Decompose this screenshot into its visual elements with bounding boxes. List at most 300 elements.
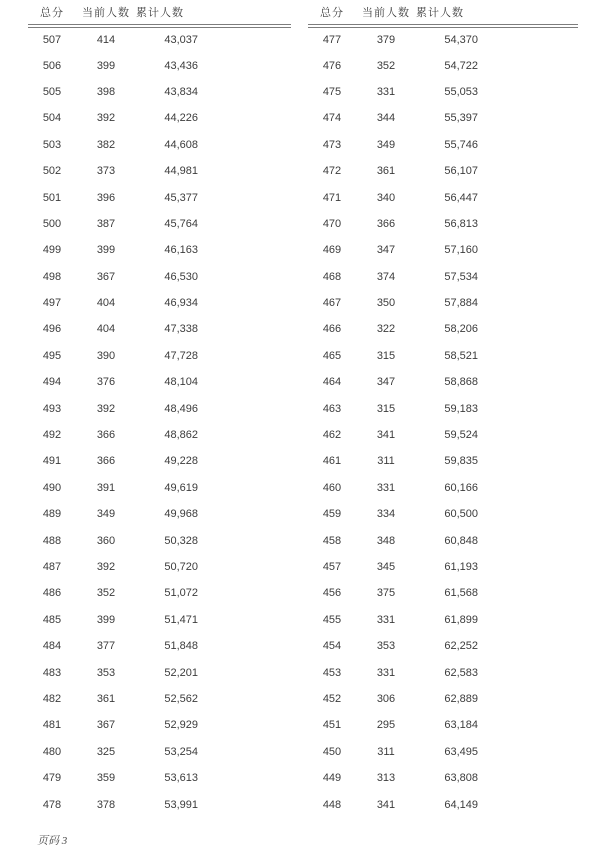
row-spacer xyxy=(198,158,291,184)
row-spacer xyxy=(198,554,291,580)
cumulative-count-cell: 46,530 xyxy=(164,270,198,283)
cumulative-count-cell: 60,848 xyxy=(444,534,478,547)
current-count-cell: 374 xyxy=(376,270,396,283)
cumulative-count-cell: 56,107 xyxy=(444,165,478,178)
cumulative-count-cell: 52,929 xyxy=(164,719,198,732)
row-spacer xyxy=(198,132,291,158)
table-row xyxy=(308,765,578,791)
row-spacer xyxy=(198,527,291,553)
row-spacer xyxy=(198,52,291,78)
cumulative-count-cell: 56,813 xyxy=(444,217,478,230)
total-score-cell: 470 xyxy=(322,217,342,230)
total-score-cell: 504 xyxy=(42,112,62,125)
table-row xyxy=(28,580,291,606)
total-score-cell: 503 xyxy=(42,138,62,151)
cumulative-count-cell: 55,397 xyxy=(444,112,478,125)
table-row xyxy=(308,633,578,659)
total-score-cell: 464 xyxy=(322,376,342,389)
row-spacer xyxy=(478,290,578,316)
table-row xyxy=(308,26,578,52)
table-row xyxy=(308,290,578,316)
cumulative-count-cell: 57,534 xyxy=(444,270,478,283)
current-count-cell: 366 xyxy=(96,429,116,442)
row-spacer xyxy=(478,184,578,210)
header-cumulative-count: 累计人数 xyxy=(136,6,198,26)
cumulative-count-cell: 59,183 xyxy=(444,402,478,415)
total-score-cell: 482 xyxy=(42,692,62,705)
row-spacer xyxy=(198,607,291,633)
score-table xyxy=(308,6,578,818)
cumulative-count-cell: 48,104 xyxy=(164,376,198,389)
score-table-right xyxy=(308,6,578,818)
row-spacer xyxy=(478,765,578,791)
row-spacer xyxy=(198,501,291,527)
header-current-count: 当前人数 xyxy=(356,6,416,26)
cumulative-count-cell: 51,848 xyxy=(164,640,198,653)
cumulative-count-cell: 52,201 xyxy=(164,666,198,679)
total-score-cell: 486 xyxy=(42,587,62,600)
current-count-cell: 391 xyxy=(96,481,116,494)
row-spacer xyxy=(478,158,578,184)
total-score-cell: 455 xyxy=(322,613,342,626)
current-count-cell: 392 xyxy=(96,561,116,573)
row-spacer xyxy=(478,79,578,105)
total-score-cell: 501 xyxy=(42,191,62,204)
current-count-cell: 378 xyxy=(96,798,116,811)
total-score-cell: 473 xyxy=(322,138,342,151)
current-count-cell: 331 xyxy=(376,481,396,494)
cumulative-count-cell: 58,521 xyxy=(444,349,478,362)
header-cumulative-count: 累计人数 xyxy=(416,6,478,26)
table-row xyxy=(28,659,291,685)
total-score-cell: 487 xyxy=(42,561,62,573)
current-count-cell: 311 xyxy=(377,745,395,758)
total-score-cell: 449 xyxy=(322,772,342,785)
current-count-cell: 392 xyxy=(96,402,116,415)
table-row xyxy=(308,659,578,685)
table-row xyxy=(308,369,578,395)
cumulative-count-cell: 53,254 xyxy=(164,745,198,758)
total-score-cell: 496 xyxy=(42,323,62,336)
current-count-cell: 375 xyxy=(376,587,396,600)
total-score-cell: 485 xyxy=(42,613,62,626)
row-spacer xyxy=(198,343,291,369)
total-score-cell: 484 xyxy=(42,640,62,653)
current-count-cell: 340 xyxy=(376,191,396,204)
total-score-cell: 458 xyxy=(322,534,342,547)
current-count-cell: 325 xyxy=(96,745,116,758)
row-spacer xyxy=(478,132,578,158)
current-count-cell: 367 xyxy=(96,270,116,283)
cumulative-count-cell: 62,889 xyxy=(444,692,478,705)
total-score-cell: 453 xyxy=(322,666,342,679)
current-count-cell: 366 xyxy=(376,217,396,230)
total-score-cell: 491 xyxy=(42,455,62,468)
total-score-cell: 492 xyxy=(42,429,62,442)
current-count-cell: 331 xyxy=(376,666,396,679)
header-spacer xyxy=(478,6,578,26)
table-row xyxy=(308,501,578,527)
row-spacer xyxy=(198,184,291,210)
current-count-cell: 390 xyxy=(96,349,116,362)
current-count-cell: 361 xyxy=(96,692,116,705)
current-count-cell: 366 xyxy=(96,455,116,468)
header-row xyxy=(308,6,578,26)
header-total-score: 总分 xyxy=(308,6,356,26)
table-body xyxy=(28,26,291,818)
row-spacer xyxy=(478,554,578,580)
row-spacer xyxy=(198,712,291,738)
table-row xyxy=(308,264,578,290)
total-score-cell: 498 xyxy=(42,270,62,283)
current-count-cell: 360 xyxy=(96,534,116,547)
cumulative-count-cell: 54,722 xyxy=(444,59,478,72)
row-spacer xyxy=(478,527,578,553)
table-row xyxy=(28,26,291,52)
cumulative-count-cell: 47,728 xyxy=(164,349,198,362)
row-spacer xyxy=(478,580,578,606)
current-count-cell: 352 xyxy=(96,587,116,600)
cumulative-count-cell: 63,495 xyxy=(444,745,478,758)
cumulative-count-cell: 47,338 xyxy=(164,323,198,336)
row-spacer xyxy=(198,211,291,237)
cumulative-count-cell: 63,808 xyxy=(444,772,478,785)
total-score-cell: 466 xyxy=(322,323,342,336)
table-row xyxy=(308,132,578,158)
current-count-cell: 396 xyxy=(96,191,116,204)
current-count-cell: 345 xyxy=(376,561,396,573)
cumulative-count-cell: 50,328 xyxy=(164,534,198,547)
row-spacer xyxy=(198,765,291,791)
cumulative-count-cell: 55,053 xyxy=(444,85,478,98)
current-count-cell: 341 xyxy=(376,429,396,442)
row-spacer xyxy=(198,659,291,685)
row-spacer xyxy=(478,395,578,421)
row-spacer xyxy=(478,211,578,237)
total-score-cell: 451 xyxy=(322,719,342,732)
cumulative-count-cell: 59,524 xyxy=(444,429,478,442)
table-row xyxy=(28,79,291,105)
table-row xyxy=(28,184,291,210)
table-row xyxy=(28,237,291,263)
table-row xyxy=(28,765,291,791)
row-spacer xyxy=(198,580,291,606)
row-spacer xyxy=(198,26,291,52)
row-spacer xyxy=(198,791,291,817)
row-spacer xyxy=(198,79,291,105)
total-score-cell: 471 xyxy=(322,191,342,204)
table-row xyxy=(308,554,578,580)
cumulative-count-cell: 53,613 xyxy=(164,772,198,785)
table-row xyxy=(308,686,578,712)
current-count-cell: 295 xyxy=(376,719,396,732)
row-spacer xyxy=(478,422,578,448)
table-row xyxy=(28,475,291,501)
cumulative-count-cell: 44,981 xyxy=(164,165,198,178)
table-header xyxy=(308,6,578,26)
row-spacer xyxy=(478,369,578,395)
current-count-cell: 313 xyxy=(376,772,396,785)
cumulative-count-cell: 58,868 xyxy=(444,376,478,389)
row-spacer xyxy=(478,343,578,369)
header-current-count: 当前人数 xyxy=(76,6,136,26)
table-row xyxy=(308,422,578,448)
table-row xyxy=(308,607,578,633)
current-count-cell: 414 xyxy=(96,34,116,47)
cumulative-count-cell: 53,991 xyxy=(164,798,198,811)
total-score-cell: 462 xyxy=(322,429,342,442)
row-spacer xyxy=(478,26,578,52)
current-count-cell: 367 xyxy=(96,719,116,732)
row-spacer xyxy=(198,633,291,659)
table-row xyxy=(308,52,578,78)
cumulative-count-cell: 60,500 xyxy=(444,508,478,521)
row-spacer xyxy=(478,105,578,131)
current-count-cell: 352 xyxy=(376,59,396,72)
total-score-cell: 460 xyxy=(322,481,342,494)
current-count-cell: 347 xyxy=(376,376,396,389)
header-row xyxy=(28,6,291,26)
cumulative-count-cell: 55,746 xyxy=(444,138,478,151)
row-spacer xyxy=(478,712,578,738)
current-count-cell: 341 xyxy=(376,798,396,811)
row-spacer xyxy=(198,686,291,712)
table-row xyxy=(28,264,291,290)
cumulative-count-cell: 52,562 xyxy=(164,692,198,705)
cumulative-count-cell: 43,037 xyxy=(164,34,198,47)
header-spacer xyxy=(198,6,291,26)
score-table xyxy=(28,6,291,818)
table-header xyxy=(28,6,291,26)
row-spacer xyxy=(478,791,578,817)
row-spacer xyxy=(478,659,578,685)
total-score-cell: 488 xyxy=(42,534,62,547)
row-spacer xyxy=(198,448,291,474)
table-row xyxy=(28,791,291,817)
table-row xyxy=(308,475,578,501)
cumulative-count-cell: 43,436 xyxy=(164,59,198,72)
current-count-cell: 376 xyxy=(96,376,116,389)
total-score-cell: 475 xyxy=(322,85,342,98)
cumulative-count-cell: 48,496 xyxy=(164,402,198,415)
table-row xyxy=(28,686,291,712)
cumulative-count-cell: 44,226 xyxy=(164,112,198,125)
row-spacer xyxy=(478,52,578,78)
table-row xyxy=(308,580,578,606)
cumulative-count-cell: 49,619 xyxy=(164,481,198,494)
current-count-cell: 379 xyxy=(376,34,396,47)
current-count-cell: 311 xyxy=(377,455,395,468)
total-score-cell: 490 xyxy=(42,481,62,494)
total-score-cell: 479 xyxy=(42,772,62,785)
total-score-cell: 456 xyxy=(322,587,342,600)
cumulative-count-cell: 62,252 xyxy=(444,640,478,653)
total-score-cell: 452 xyxy=(322,692,342,705)
row-spacer xyxy=(478,475,578,501)
current-count-cell: 404 xyxy=(96,323,116,336)
table-row xyxy=(308,105,578,131)
current-count-cell: 350 xyxy=(376,297,396,310)
current-count-cell: 331 xyxy=(376,85,396,98)
cumulative-count-cell: 45,764 xyxy=(164,217,198,230)
cumulative-count-cell: 62,583 xyxy=(444,666,478,679)
table-row xyxy=(28,554,291,580)
row-spacer xyxy=(478,448,578,474)
total-score-cell: 448 xyxy=(322,798,342,811)
total-score-cell: 472 xyxy=(322,165,342,178)
cumulative-count-cell: 45,377 xyxy=(164,191,198,204)
current-count-cell: 359 xyxy=(96,772,116,785)
cumulative-count-cell: 50,720 xyxy=(164,561,198,573)
cumulative-count-cell: 60,166 xyxy=(444,481,478,494)
current-count-cell: 349 xyxy=(376,138,396,151)
total-score-cell: 480 xyxy=(42,745,62,758)
table-row xyxy=(308,448,578,474)
current-count-cell: 377 xyxy=(96,640,116,653)
total-score-cell: 476 xyxy=(322,59,342,72)
cumulative-count-cell: 61,193 xyxy=(444,561,478,573)
table-row xyxy=(28,395,291,421)
table-row xyxy=(28,343,291,369)
table-row xyxy=(28,712,291,738)
header-total-score: 总分 xyxy=(28,6,76,26)
current-count-cell: 398 xyxy=(96,85,116,98)
total-score-cell: 450 xyxy=(322,745,342,758)
page-number: 页码 3 xyxy=(37,835,68,847)
table-row xyxy=(308,237,578,263)
row-spacer xyxy=(478,501,578,527)
row-spacer xyxy=(478,739,578,765)
table-row xyxy=(28,211,291,237)
total-score-cell: 467 xyxy=(322,297,342,310)
current-count-cell: 334 xyxy=(376,508,396,521)
row-spacer xyxy=(198,475,291,501)
current-count-cell: 349 xyxy=(96,508,116,521)
cumulative-count-cell: 49,968 xyxy=(164,508,198,521)
current-count-cell: 399 xyxy=(96,613,116,626)
current-count-cell: 353 xyxy=(96,666,116,679)
table-row xyxy=(308,739,578,765)
total-score-cell: 500 xyxy=(42,217,62,230)
total-score-cell: 507 xyxy=(42,34,62,47)
cumulative-count-cell: 58,206 xyxy=(444,323,478,336)
total-score-cell: 478 xyxy=(42,798,62,811)
table-row xyxy=(308,395,578,421)
total-score-cell: 494 xyxy=(42,376,62,389)
row-spacer xyxy=(198,422,291,448)
cumulative-count-cell: 61,568 xyxy=(444,587,478,600)
current-count-cell: 348 xyxy=(376,534,396,547)
cumulative-count-cell: 43,834 xyxy=(164,85,198,98)
current-count-cell: 404 xyxy=(96,297,116,310)
total-score-cell: 497 xyxy=(42,297,62,310)
row-spacer xyxy=(198,739,291,765)
table-row xyxy=(28,105,291,131)
table-row xyxy=(28,52,291,78)
table-row xyxy=(308,158,578,184)
cumulative-count-cell: 44,608 xyxy=(164,138,198,151)
total-score-cell: 461 xyxy=(322,455,342,468)
current-count-cell: 331 xyxy=(376,613,396,626)
total-score-cell: 477 xyxy=(322,34,342,47)
cumulative-count-cell: 46,163 xyxy=(164,244,198,257)
table-row xyxy=(28,633,291,659)
total-score-cell: 468 xyxy=(322,270,342,283)
row-spacer xyxy=(198,369,291,395)
cumulative-count-cell: 57,884 xyxy=(444,297,478,310)
total-score-cell: 463 xyxy=(322,402,342,415)
table-row xyxy=(28,422,291,448)
current-count-cell: 353 xyxy=(376,640,396,653)
table-body xyxy=(308,26,578,818)
cumulative-count-cell: 64,149 xyxy=(444,798,478,811)
table-row xyxy=(308,527,578,553)
current-count-cell: 315 xyxy=(376,349,396,362)
table-row xyxy=(308,712,578,738)
current-count-cell: 344 xyxy=(376,112,396,125)
table-row xyxy=(308,79,578,105)
total-score-cell: 506 xyxy=(42,59,62,72)
row-spacer xyxy=(198,105,291,131)
table-row xyxy=(28,527,291,553)
cumulative-count-cell: 51,471 xyxy=(164,613,198,626)
current-count-cell: 347 xyxy=(376,244,396,257)
table-row xyxy=(308,316,578,342)
cumulative-count-cell: 46,934 xyxy=(164,297,198,310)
total-score-cell: 502 xyxy=(42,165,62,178)
cumulative-count-cell: 49,228 xyxy=(164,455,198,468)
row-spacer xyxy=(198,264,291,290)
current-count-cell: 399 xyxy=(96,59,116,72)
row-spacer xyxy=(198,316,291,342)
current-count-cell: 387 xyxy=(96,217,116,230)
total-score-cell: 465 xyxy=(322,349,342,362)
row-spacer xyxy=(478,686,578,712)
cumulative-count-cell: 54,370 xyxy=(444,34,478,47)
cumulative-count-cell: 51,072 xyxy=(164,587,198,600)
cumulative-count-cell: 61,899 xyxy=(444,613,478,626)
table-row xyxy=(28,316,291,342)
score-table-left xyxy=(28,6,291,818)
table-row xyxy=(308,211,578,237)
cumulative-count-cell: 59,835 xyxy=(444,455,478,468)
total-score-cell: 454 xyxy=(322,640,342,653)
row-spacer xyxy=(478,316,578,342)
total-score-cell: 493 xyxy=(42,402,62,415)
table-row xyxy=(28,132,291,158)
total-score-cell: 474 xyxy=(322,112,342,125)
table-row xyxy=(28,501,291,527)
current-count-cell: 399 xyxy=(96,244,116,257)
table-row xyxy=(28,158,291,184)
row-spacer xyxy=(478,633,578,659)
current-count-cell: 306 xyxy=(376,692,396,705)
table-row xyxy=(308,184,578,210)
current-count-cell: 322 xyxy=(376,323,396,336)
table-row xyxy=(28,290,291,316)
row-spacer xyxy=(198,290,291,316)
table-row xyxy=(28,739,291,765)
row-spacer xyxy=(198,237,291,263)
row-spacer xyxy=(478,607,578,633)
table-row xyxy=(308,343,578,369)
total-score-cell: 469 xyxy=(322,244,342,257)
table-row xyxy=(28,448,291,474)
current-count-cell: 361 xyxy=(376,165,396,178)
cumulative-count-cell: 63,184 xyxy=(444,719,478,732)
row-spacer xyxy=(478,237,578,263)
current-count-cell: 392 xyxy=(96,112,116,125)
